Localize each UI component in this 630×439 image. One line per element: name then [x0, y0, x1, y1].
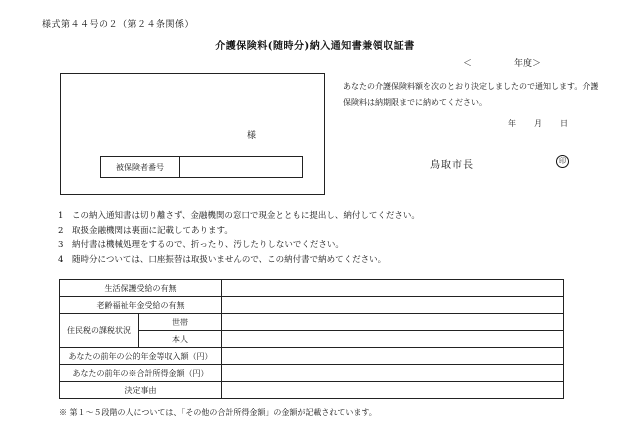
row-label-total-income: あなたの前年の※合計所得金額（円） [60, 365, 222, 382]
notes-list [58, 209, 420, 267]
footnote: ※ 第１～５段階の人については、「その他の合計所得金額」の金額が記載されています。 [59, 408, 377, 417]
table-row [60, 297, 564, 314]
row-value-pension-income [222, 348, 564, 365]
fiscal-year [463, 56, 541, 69]
row-label-reason: 決定事由 [60, 382, 222, 399]
row-value-household [222, 314, 564, 331]
table-row [60, 280, 564, 297]
row-label-pension: 老齢福祉年金受給の有無 [60, 297, 222, 314]
insured-number-label: 被保険者番号 [101, 157, 180, 178]
note-text: 納付書は機械処理をするので、折ったり、汚したりしないでください。 [72, 240, 344, 250]
note-text: 随時分については、口座振替は取扱いませんので、この納付書で納めてください。 [72, 254, 387, 265]
note-number: 2 [58, 225, 64, 236]
note-item [58, 253, 420, 268]
row-label-household: 世帯 [139, 314, 222, 331]
fiscal-year-open: ＜ [463, 59, 473, 69]
row-value-total-income [222, 365, 564, 382]
date-month: 月 [534, 119, 542, 128]
notice-date [508, 118, 568, 129]
honorific-sama: 様 [247, 131, 257, 141]
row-value-reason [222, 382, 564, 399]
table-row [60, 382, 564, 399]
document-title: 介護保険料(随時分)納入通知書兼領収証書 [215, 41, 415, 52]
fiscal-year-label: 年度＞ [514, 59, 542, 69]
notice-text: あなたの介護保険料額を次のとおり決定しましたので通知します。介護保険料は納期限までに納めてください。 [343, 82, 599, 107]
row-value-welfare [222, 280, 564, 297]
seal-stamp: 印 [556, 155, 569, 168]
row-value-pension [222, 297, 564, 314]
row-label-welfare: 生活保護受給の有無 [60, 280, 222, 297]
table-row [60, 348, 564, 365]
note-number: 1 [58, 211, 64, 221]
form-number: 様式第４４号の２（第２４条関係） [42, 20, 195, 30]
note-text: 取扱金融機関は裏面に記載してあります。 [72, 225, 233, 236]
row-value-self [222, 331, 564, 348]
note-number: 3 [58, 240, 64, 250]
table-row [60, 365, 564, 382]
note-item [58, 238, 420, 253]
row-label-self: 本人 [139, 331, 222, 348]
row-label-pension-income: あなたの前年の公的年金等収入額（円） [60, 348, 222, 365]
note-item [58, 224, 420, 239]
insured-number-value [180, 157, 303, 178]
date-day: 日 [560, 119, 568, 128]
insured-number-table [100, 156, 303, 178]
info-table [59, 279, 564, 399]
note-item [58, 209, 420, 224]
table-row [60, 314, 564, 331]
note-text: この納入通知書は切り離さず、金融機関の窓口で現金とともに提出し、納付してください。 [72, 211, 420, 221]
note-number: 4 [58, 254, 64, 265]
issuer-name: 鳥取市長 [430, 160, 474, 171]
row-label-tax-status: 住民税の課税状況 [60, 314, 139, 348]
date-year: 年 [508, 119, 516, 128]
